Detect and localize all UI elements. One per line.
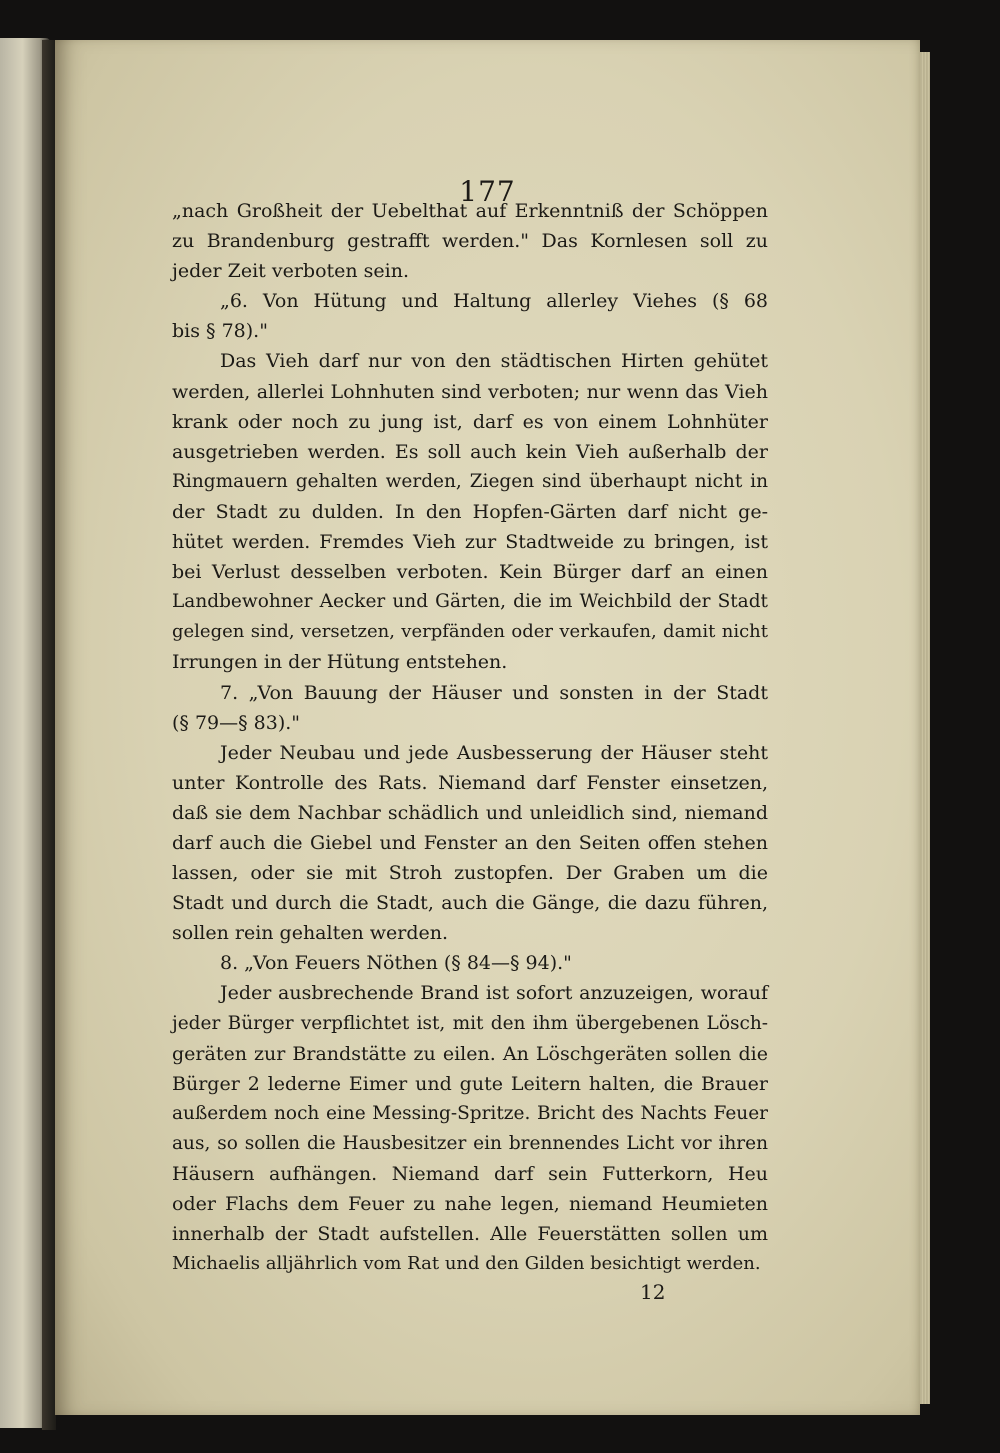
text-line: werden, allerlei Lohnhuten sind verboten; nur wenn das Vieh xyxy=(172,380,768,403)
text-line: Michaelis alljährlich vom Rat und den Gilden besichtigt werden. xyxy=(172,1253,761,1275)
text-line: aus, so sollen die Hausbesitzer ein brennendes Licht vor ihren xyxy=(172,1132,768,1154)
text-line: hütet werden. Fremdes Vieh zur Stadtweide zu bringen, ist xyxy=(172,531,768,554)
text-line: sollen rein gehalten werden. xyxy=(172,922,449,945)
text-line: unter Kontrolle des Rats. Niemand darf Fenster einsetzen, xyxy=(172,771,768,794)
text-line: zu Brandenburg gestrafft werden." Das Kornlesen soll zu xyxy=(172,230,768,253)
text-line: Landbewohner Aecker und Gärten, die im Weichbild der Stadt xyxy=(172,591,768,613)
text-line: Irrungen in der Hütung entstehen. xyxy=(172,651,508,674)
text-line: (§ 79—§ 83)." xyxy=(172,711,301,734)
page-number: 177 xyxy=(459,175,516,208)
text-line: Ringmauern gehalten werden, Ziegen sind überhaupt nicht in xyxy=(172,470,768,492)
signature-mark: 12 xyxy=(640,1280,666,1304)
text-line: bei Verlust desselben verboten. Kein Bürger darf an einen xyxy=(172,561,768,584)
text-line: Bürger 2 lederne Eimer und gute Leitern halten, die Brauer xyxy=(172,1072,768,1095)
text-line: bis § 78)." xyxy=(172,320,268,343)
text-line: Häusern aufhängen. Niemand darf sein Futterkorn, Heu xyxy=(172,1163,768,1185)
text-line: Jeder ausbrechende Brand ist sofort anzuzeigen, worauf xyxy=(220,982,768,1005)
text-line: „nach Großheit der Uebelthat auf Erkenntniß der Schöppen xyxy=(172,200,768,222)
text-line: außerdem noch eine Messing-Spritze. Bricht des Nachts Feuer xyxy=(172,1102,768,1124)
text-line: jeder Bürger verpflichtet ist, mit den ihm übergebenen Lösch- xyxy=(172,1012,768,1034)
text-line: gelegen sind, versetzen, verpfänden oder verkaufen, damit nicht xyxy=(172,621,768,643)
text-line: Stadt und durch die Stadt, auch die Gänge, die dazu führen, xyxy=(172,892,768,915)
text-line: der Stadt zu dulden. In den Hopfen-Gärten darf nicht ge- xyxy=(172,500,768,523)
text-line: oder Flachs dem Feuer zu nahe legen, niemand Heumieten xyxy=(172,1193,768,1216)
book-gutter xyxy=(42,40,56,1430)
text-line: daß sie dem Nachbar schädlich und unleidlich sind, niemand xyxy=(172,801,768,824)
text-line: Jeder Neubau und jede Ausbesserung der Häuser steht xyxy=(220,741,768,764)
text-line: innerhalb der Stadt aufstellen. Alle Feuerstätten sollen um xyxy=(172,1223,768,1246)
text-line: geräten zur Brandstätte zu eilen. An Löschgeräten sollen die xyxy=(172,1042,768,1065)
text-line: jeder Zeit verboten sein. xyxy=(172,260,410,283)
section-heading: „6. Von Hütung und Haltung allerley Viehes (§ 68 xyxy=(220,290,768,313)
body-text xyxy=(172,196,768,1279)
section-heading: 8. „Von Feuers Nöthen (§ 84—§ 94)." xyxy=(220,952,572,975)
text-line: ausgetrieben werden. Es soll auch kein Vieh außerhalb der xyxy=(172,440,768,463)
text-line: darf auch die Giebel und Fenster an den Seiten offen stehen xyxy=(172,831,768,854)
text-line: krank oder noch zu jung ist, darf es von einem Lohnhüter xyxy=(172,410,768,433)
section-heading: 7. „Von Bauung der Häuser und sonsten in der Stadt xyxy=(220,681,768,704)
text-line: lassen, oder sie mit Stroh zustopfen. Der Graben um die xyxy=(172,862,768,885)
text-line: Das Vieh darf nur von den städtischen Hirten gehütet xyxy=(220,350,768,373)
